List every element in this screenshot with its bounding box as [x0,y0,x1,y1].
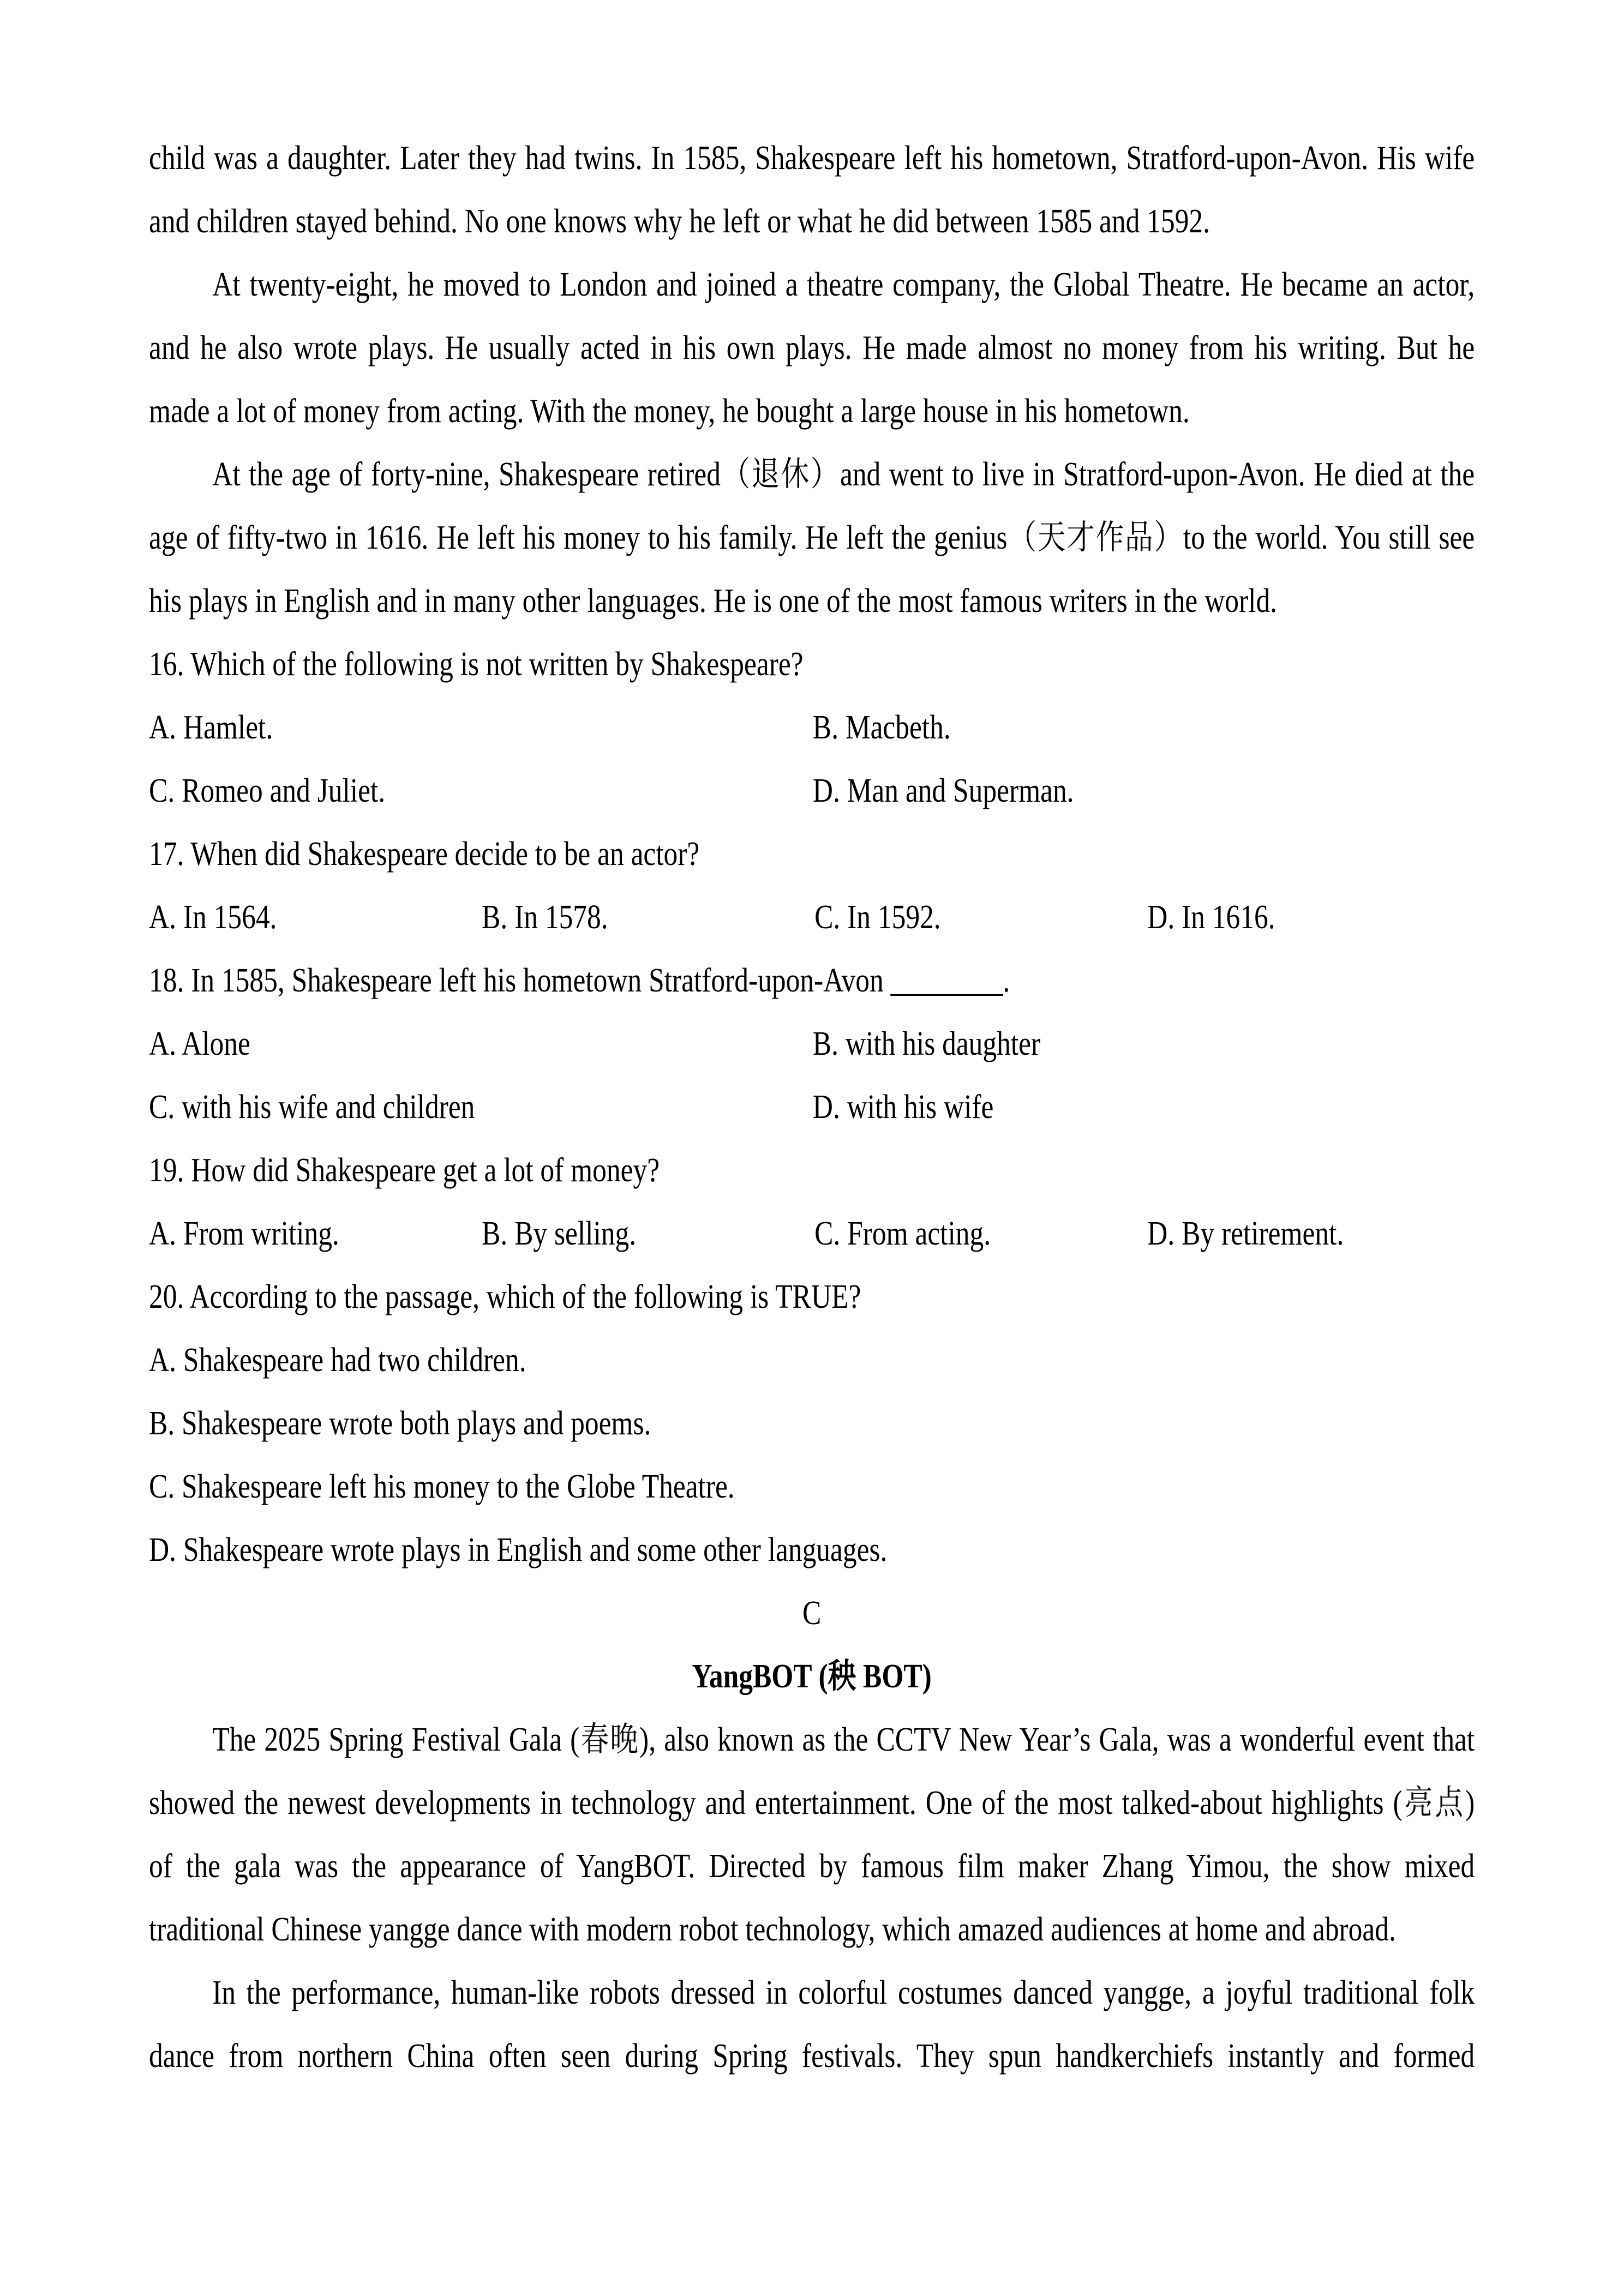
passage-b-line: and children stayed behind. No one knows why he left or what he did between 1585 and 1592. [149,203,1210,240]
passage-c-title: YangBOT (秧 BOT) [692,1658,932,1695]
option-19-b: B. By selling. [482,1215,637,1252]
options-19-row [149,1202,1475,1265]
option-17-b: B. In 1578. [482,899,608,936]
option-16-a: A. Hamlet. [149,709,273,746]
passage-b-line: and he also wrote plays. He usually acted in his own plays. He made almost no money from his writing. But he [149,329,1475,366]
option-17-a: A. In 1564. [149,899,277,936]
option-20-a: A. Shakespeare had two children. [149,1342,526,1379]
passage-b-line: child was a daughter. Later they had twins. In 1585, Shakespeare left his hometown, Stratford-upon-Avon. His wife [149,140,1475,177]
option-19-a: A. From writing. [149,1215,339,1252]
options-16-row-ab [149,696,1475,759]
passage-b-line: At the age of forty-nine, Shakespeare retired（退休）and went to live in Stratford-upon-Avon. He died at the [212,456,1475,493]
passage-c-line: showed the newest developments in technology and entertainment. One of the most talked-about highlights (亮点) [149,1784,1475,1822]
passage-b-line: At twenty-eight, he moved to London and joined a theatre company, the Global Theatre. He became an actor, [212,266,1475,303]
options-16-row-cd [149,759,1475,822]
passage-b-line: age of fifty-two in 1616. He left his money to his family. He left the genius（天才作品）to the world. You still see [149,519,1475,556]
question-18: 18. In 1585, Shakespeare left his hometown Stratford-upon-Avon ________. [149,962,1010,999]
passage-c-line: dance from northern China often seen during Spring festivals. They spun handkerchiefs instantly and formed [149,2037,1475,2075]
option-16-b: B. Macbeth. [812,709,951,746]
question-19: 19. How did Shakespeare get a lot of money? [149,1152,660,1189]
option-19-d: D. By retirement. [1147,1215,1344,1252]
option-18-c: C. with his wife and children [149,1089,475,1126]
options-17-row [149,886,1475,949]
options-18-row-ab [149,1012,1475,1075]
option-20-c: C. Shakespeare left his money to the Globe Theatre. [149,1468,735,1505]
options-18-row-cd [149,1075,1475,1139]
option-17-d: D. In 1616. [1147,899,1275,936]
question-20: 20. According to the passage, which of the following is TRUE? [149,1278,861,1315]
passage-b-line: made a lot of money from acting. With the money, he bought a large house in his hometown. [149,393,1190,430]
question-16: 16. Which of the following is not written by Shakespeare? [149,646,804,683]
passage-c-line: of the gala was the appearance of YangBOT. Directed by famous film maker Zhang Yimou, the show mixed [149,1848,1475,1885]
option-19-c: C. From acting. [814,1215,991,1252]
option-20-d: D. Shakespeare wrote plays in English and some other languages. [149,1531,888,1568]
question-17: 17. When did Shakespeare decide to be an actor? [149,836,700,873]
section-c-label: C [802,1595,822,1632]
passage-b-line: his plays in English and in many other languages. He is one of the most famous writers in the world. [149,582,1278,620]
passage-c-line: traditional Chinese yangge dance with modern robot technology, which amazed audiences at home and abroad. [149,1911,1396,1948]
passage-c-line: The 2025 Spring Festival Gala (春晚), also known as the CCTV New Year’s Gala, was a wonderful event that [212,1721,1475,1758]
option-18-d: D. with his wife [812,1089,994,1126]
option-20-b: B. Shakespeare wrote both plays and poems. [149,1405,651,1442]
option-17-c: C. In 1592. [814,899,941,936]
option-18-a: A. Alone [149,1025,250,1062]
option-16-c: C. Romeo and Juliet. [149,772,386,809]
passage-c-line: In the performance, human-like robots dressed in colorful costumes danced yangge, a joyful traditional folk [212,1974,1475,2011]
document-text-block [149,127,1475,2088]
option-18-b: B. with his daughter [812,1025,1041,1062]
option-16-d: D. Man and Superman. [812,772,1074,809]
